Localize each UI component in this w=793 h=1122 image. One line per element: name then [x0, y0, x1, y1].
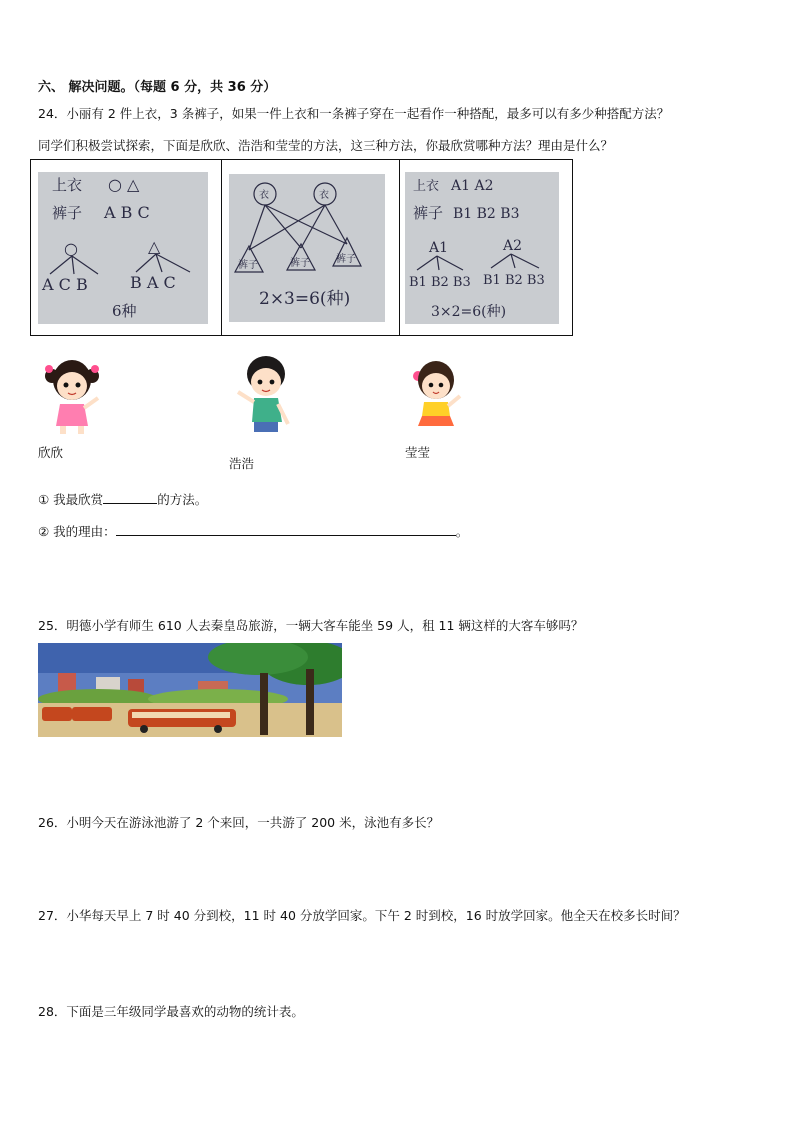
sub2-suffix: 。: [455, 524, 469, 539]
method-1-row1-items: ○ △: [108, 175, 140, 194]
name-yingying: 莹莹: [405, 445, 431, 460]
method-3-row1-label: 上衣: [413, 179, 440, 194]
method-1-tree2-root: △: [148, 237, 161, 256]
question-28: 28．下面是三年级同学最喜欢的动物的统计表。: [38, 1004, 304, 1019]
method-3-row1-items: A1 A2: [451, 178, 494, 194]
boy-haohao-illustration: [232, 352, 294, 436]
method-2-formula: 2×3=6(种): [259, 289, 351, 309]
question-24-line2: 同学们积极尝试探索，下面是欣欣、浩浩和莹莹的方法，这三种方法，你最欣赏哪种方法？理由是什么？: [38, 138, 614, 153]
question-27: 27．小华每天早上 7 时 40 分到校，11 时 40 分放学回家。下午 2 时到校，16 时放学回家。他全天在校多长时间？: [38, 908, 686, 923]
question-24-sub1: [38, 490, 207, 508]
method-2-cell: [221, 160, 400, 335]
method-3-tree1-leaves: B1 B2 B3: [409, 275, 471, 290]
sub2-answer-blank[interactable]: [116, 523, 456, 536]
method-1-row1-label: 上衣: [52, 176, 83, 194]
method-2-node-b: 衣: [319, 190, 329, 201]
method-2-pants3: 裤子: [336, 254, 356, 265]
method-3-tree2-root: A2: [503, 238, 523, 254]
method-3-row2-label: 裤子: [413, 204, 444, 222]
method-1-row2-items: A B C: [104, 203, 150, 222]
name-xinxin: 欣欣: [38, 445, 64, 460]
method-2-photo: [229, 174, 385, 322]
method-1-tree1-leaves: A C B: [42, 275, 88, 294]
sub2-prefix: ② 我的理由：: [38, 524, 116, 539]
bus-scene-illustration: [38, 643, 342, 737]
method-1-row2-label: 裤子: [52, 204, 83, 222]
method-1-tree1-root: ○: [64, 239, 78, 258]
sub1-suffix: 的方法。: [157, 492, 208, 507]
method-1-cell: [31, 160, 222, 335]
method-2-pants2: 裤子: [290, 258, 310, 269]
girl-yingying-illustration: [408, 356, 466, 434]
methods-table: [30, 159, 573, 336]
method-3-formula: 3×2=6(种): [431, 304, 507, 320]
method-3-cell: [399, 160, 572, 335]
method-3-photo: [405, 172, 559, 324]
name-haohao: 浩浩: [229, 456, 255, 471]
method-3-tree2-leaves: B1 B2 B3: [483, 273, 545, 288]
method-3-tree1-root: A1: [429, 240, 449, 256]
method-1-result: 6种: [112, 302, 137, 320]
section-title: 六、 解决问题。（每题 6 分，共 36 分）: [38, 80, 277, 95]
question-24-line1: 24．小丽有 2 件上衣，3 条裤子，如果一件上衣和一条裤子穿在一起看作一种搭配，最多可以有多少种搭配方法？: [38, 106, 670, 121]
sub1-prefix: ① 我最欣赏: [38, 492, 104, 507]
sub1-answer-blank[interactable]: [103, 491, 157, 504]
question-25: 25．明德小学有师生 610 人去秦皇岛旅游，一辆大客车能坐 59 人，租 11 辆这样的大客车够吗？: [38, 618, 584, 633]
girl-xinxin-illustration: [40, 354, 106, 436]
method-1-photo: [38, 172, 208, 324]
method-3-row2-items: B1 B2 B3: [453, 206, 520, 222]
method-2-pants1: 裤子: [238, 260, 258, 271]
question-26: 26．小明今天在游泳池游了 2 个来回，一共游了 200 米，泳池有多长？: [38, 815, 440, 830]
question-24-sub2: [38, 522, 468, 540]
method-1-tree2-leaves: B A C: [130, 273, 176, 292]
method-2-node-a: 衣: [259, 190, 269, 201]
